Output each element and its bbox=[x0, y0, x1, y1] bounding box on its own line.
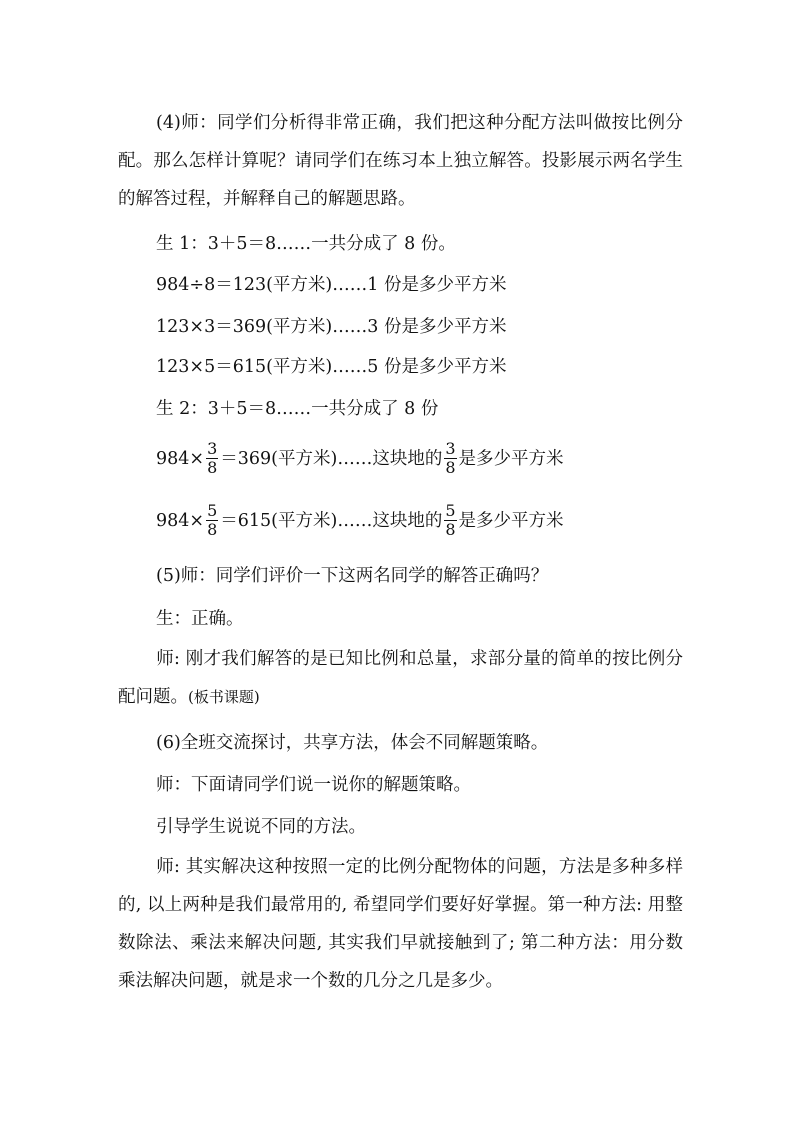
fraction-numerator: 3 bbox=[445, 439, 456, 458]
teacher-conclusion-text: 师: 其实解决这种按照一定的比例分配物体的问题，方法是多种多样的, 以上两种是我们最常用的, 希望同学们要好好掌握。第一种方法: 用整数除法、乘法来解决问题, 其实我们早就接触到了; 第二种方法：用分数乘法解决问题，就是求一个数的几分之几是多少。 bbox=[118, 857, 683, 991]
fraction-numerator: 5 bbox=[445, 501, 456, 520]
formula-lead: 984× bbox=[156, 449, 205, 469]
fraction-denominator: 8 bbox=[207, 520, 218, 539]
formula-middle: ＝615(平方米)……这块地的 bbox=[220, 511, 443, 531]
guide-students: 引导学生说说不同的方法。 bbox=[156, 817, 366, 837]
fraction-denominator: 8 bbox=[445, 458, 456, 477]
teacher-prompt: 师：下面请同学们说一说你的解题策略。 bbox=[156, 775, 471, 795]
student1-step2: 123×3＝369(平方米)……3 份是多少平方米 bbox=[156, 317, 507, 337]
fraction bbox=[206, 502, 218, 539]
fraction-numerator: 3 bbox=[207, 439, 218, 458]
teacher-summary-text: 师: 刚才我们解答的是已知比例和总量，求部分量的简单的按比例分配问题。 bbox=[118, 649, 683, 707]
paragraph-6-discussion: (6)全班交流探讨，共享方法，体会不同解题策略。 bbox=[156, 733, 549, 753]
student-answer: 生：正确。 bbox=[156, 609, 244, 629]
formula-tail: 是多少平方米 bbox=[458, 511, 564, 531]
fraction bbox=[206, 440, 218, 477]
student1-step1: 984÷8＝123(平方米)……1 份是多少平方米 bbox=[156, 275, 507, 295]
fraction-denominator: 8 bbox=[207, 458, 218, 477]
fraction-numerator: 5 bbox=[207, 501, 218, 520]
teacher-conclusion bbox=[118, 848, 683, 1000]
paragraph-5-teacher: (5)师：同学们评价一下这两名同学的解答正确吗？ bbox=[156, 566, 549, 586]
fraction bbox=[444, 440, 456, 477]
fraction bbox=[444, 502, 456, 539]
student2-intro: 生 2：3＋5＝8……一共分成了 8 份 bbox=[156, 399, 439, 419]
formula-lead: 984× bbox=[156, 511, 205, 531]
student1-step3: 123×5＝615(平方米)……5 份是多少平方米 bbox=[156, 357, 507, 377]
student2-formula-2 bbox=[156, 502, 564, 540]
formula-middle: ＝369(平方米)……这块地的 bbox=[220, 449, 443, 469]
board-title-note: (板书课题) bbox=[188, 688, 260, 706]
paragraph-4-text: (4)师：同学们分析得非常正确，我们把这种分配方法叫做按比例分配。那么怎样计算呢？请同学们在练习本上独立解答。投影展示两名学生的解答过程，并解释自己的解题思路。 bbox=[118, 113, 683, 209]
student2-formula-1 bbox=[156, 440, 564, 478]
paragraph-4-teacher bbox=[118, 104, 683, 218]
teacher-summary bbox=[118, 640, 683, 716]
fraction-denominator: 8 bbox=[445, 520, 456, 539]
formula-tail: 是多少平方米 bbox=[458, 449, 564, 469]
student1-intro: 生 1：3＋5＝8……一共分成了 8 份。 bbox=[156, 234, 456, 254]
